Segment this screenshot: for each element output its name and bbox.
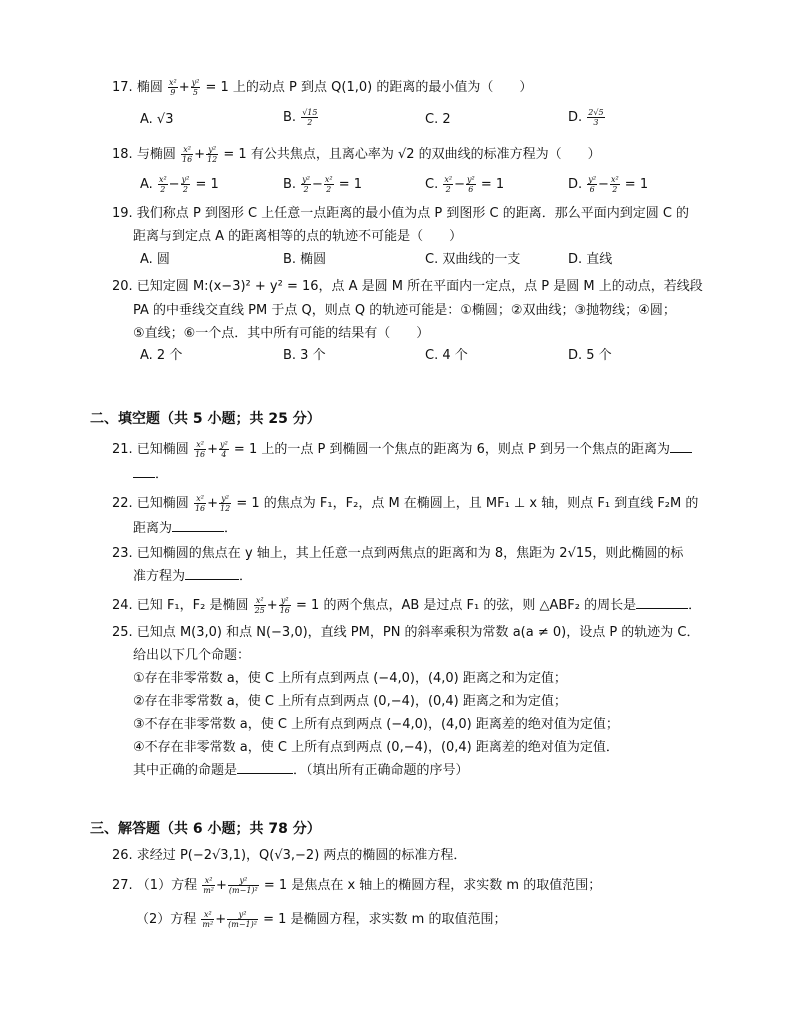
- question-25-line-1: 25. 已知点 M(3,0) 和点 N(−3,0)，直线 PM，PN 的斜率乘积为常数 a(a ≠ 0)，设点 P 的轨迹为 C．: [112, 625, 700, 640]
- option-b: B. 3 个: [283, 348, 326, 363]
- answer-blank[interactable]: [133, 465, 155, 478]
- option-c: C. 双曲线的一支: [425, 252, 521, 267]
- question-17: 17. 椭圆 $\frac{\text{x²}}{9}$ + $\frac{\text{y²}}{5}$ = 1 上的动点 P 到点 Q(1,0) 的距离的最小值为（ ）: [112, 78, 533, 97]
- question-23-line-1: 23. 已知椭圆的焦点在 y 轴上，其上任意一点到两焦点的距离和为 8，焦距为 2√15，则此椭圆的标: [112, 546, 684, 561]
- option-c: C. 4 个: [425, 348, 468, 363]
- question-25-line-3: ①存在非零常数 a，使 C 上所有点到两点 (−4,0)，(4,0) 距离之和为定值；: [133, 671, 567, 686]
- option-a: A. 2 个: [140, 348, 183, 363]
- section-heading-fill-in: 二、填空题（共 5 小题；共 25 分）: [90, 411, 321, 427]
- question-21: 21. 已知椭圆 $\frac{\text{x²}}{16}$ + $\frac{\text{y²}}{4}$ = 1 上的一点 P 到椭圆一个焦点的距离为 6，则点 P 到另一个焦点的距离为: [112, 440, 692, 460]
- question-25-line-5: ③不存在非零常数 a，使 C 上所有点到两点 (−4,0)，(4,0) 距离差的绝对值为定值；: [133, 717, 619, 732]
- option-d: D. 5 个: [568, 348, 612, 363]
- question-text: 椭圆: [136, 80, 163, 95]
- question-21-line-2: ．: [133, 465, 168, 485]
- question-24: 24. 已知 F₁，F₂ 是椭圆 $\frac{\text{x²}}{25}$ + $\frac{\text{y²}}{16}$ = 1 的两个焦点，AB 是过点 F₁ 的弦，则 △ABF₂ 的周长是 ．: [112, 596, 702, 615]
- answer-blank[interactable]: [237, 761, 293, 774]
- question-text: = 1 有公共焦点，且离心率为 √2 的双曲线的标准方程为（ ）: [223, 147, 601, 162]
- answer-blank[interactable]: [185, 567, 239, 580]
- question-20-line-1: 20. 已知定圆 M:(x−3)² + y² = 16，点 A 是圆 M 所在平面内一定点，点 P 是圆 M 上的动点，若线段: [112, 279, 703, 294]
- option-c: C. $\frac{\text{x²}}{2}$ − $\frac{\text{y²}}{6}$ = 1: [425, 175, 505, 194]
- answer-blank[interactable]: [636, 596, 688, 609]
- question-25-line-4: ②存在非零常数 a，使 C 上所有点到两点 (0,−4)，(0,4) 距离之和为定值；: [133, 694, 567, 709]
- option-a: A. $\frac{\text{x²}}{2}$ − $\frac{\text{y²}}{2}$ = 1: [140, 175, 219, 194]
- question-text: 与椭圆: [136, 147, 176, 162]
- option-a: A. √3: [140, 112, 174, 127]
- fraction: $\frac{\text{y²}}{5}$: [191, 78, 200, 97]
- question-25-line-6: ④不存在非零常数 a，使 C 上所有点到两点 (0,−4)，(0,4) 距离差的绝对值为定值．: [133, 740, 619, 755]
- question-20-line-2: PA 的中垂线交直线 PM 于点 Q，则点 Q 的轨迹可能是：①椭圆；②双曲线；③抛物线；④圆；: [133, 303, 676, 318]
- question-number: 17.: [112, 80, 133, 95]
- option-b: B. $\frac{√15}{2}$: [283, 108, 318, 127]
- section-heading-solutions: 三、解答题（共 6 小题；共 78 分）: [90, 821, 321, 837]
- question-20-line-3: ⑤直线；⑥一个点．其中所有可能的结果有（ ）: [133, 326, 430, 341]
- question-27-part-1: 27. （1）方程 $\frac{\text{x²}}{\text{m²}}$ + $\frac{\text{y²}}{\text{(m−1)²}}$ = 1 是焦点在 x 轴上的椭圆方程，求实数 m 的取值范围；: [112, 876, 602, 895]
- option-c: C. 2: [425, 112, 451, 127]
- option-b: B. 椭圆: [283, 252, 327, 267]
- option-b: B. $\frac{\text{y²}}{2}$ − $\frac{\text{x²}}{2}$ = 1: [283, 175, 362, 194]
- question-26: 26. 求经过 P(−2√3,1)，Q(√3,−2) 两点的椭圆的标准方程．: [112, 848, 467, 863]
- question-25-line-7: 其中正确的命题是 ．（填出所有正确命题的序号）: [133, 763, 469, 778]
- fraction: $\frac{\text{x²}}{9}$: [168, 78, 177, 97]
- option-d: D. $\frac{2√5}{3}$: [568, 108, 604, 127]
- question-number: 18.: [112, 147, 133, 162]
- question-25-line-2: 给出以下几个命题：: [133, 648, 251, 663]
- question-19-line-2: 距离与到定点 A 的距离相等的点的轨迹不可能是（ ）: [133, 229, 463, 244]
- option-a: A. 圆: [140, 252, 170, 267]
- option-d: D. 直线: [568, 252, 613, 267]
- question-27-part-2: （2）方程 $\frac{\text{x²}}{\text{m²}}$ + $\frac{\text{y²}}{\text{(m−1)²}}$ = 1 是椭圆方程，求实数 m 的取值范围；: [136, 910, 507, 929]
- question-18: 18. 与椭圆 $\frac{\text{x²}}{16}$ + $\frac{\text{y²}}{12}$ = 1 有公共焦点，且离心率为 √2 的双曲线的标准方程为（ ）: [112, 145, 601, 164]
- question-22: 22. 已知椭圆 $\frac{\text{x²}}{16}$ + $\frac{\text{y²}}{12}$ = 1 的焦点为 F₁，F₂，点 M 在椭圆上，且 MF₁ ⊥ x 轴，则点 F₁ 到直线 F₂M 的: [112, 494, 699, 513]
- question-23-line-2: 准方程为 ．: [133, 569, 253, 584]
- answer-blank[interactable]: [172, 519, 224, 532]
- answer-blank[interactable]: [670, 440, 692, 453]
- question-text: = 1 上的动点 P 到点 Q(1,0) 的距离的最小值为（ ）: [205, 80, 533, 95]
- option-d: D. $\frac{\text{y²}}{6}$ − $\frac{\text{x²}}{2}$ = 1: [568, 175, 649, 194]
- question-22-line-2: 距离为 ．: [133, 521, 238, 536]
- question-19-line-1: 19. 我们称点 P 到图形 C 上任意一点距离的最小值为点 P 到图形 C 的距离．那么平面内到定圆 C 的: [112, 206, 690, 221]
